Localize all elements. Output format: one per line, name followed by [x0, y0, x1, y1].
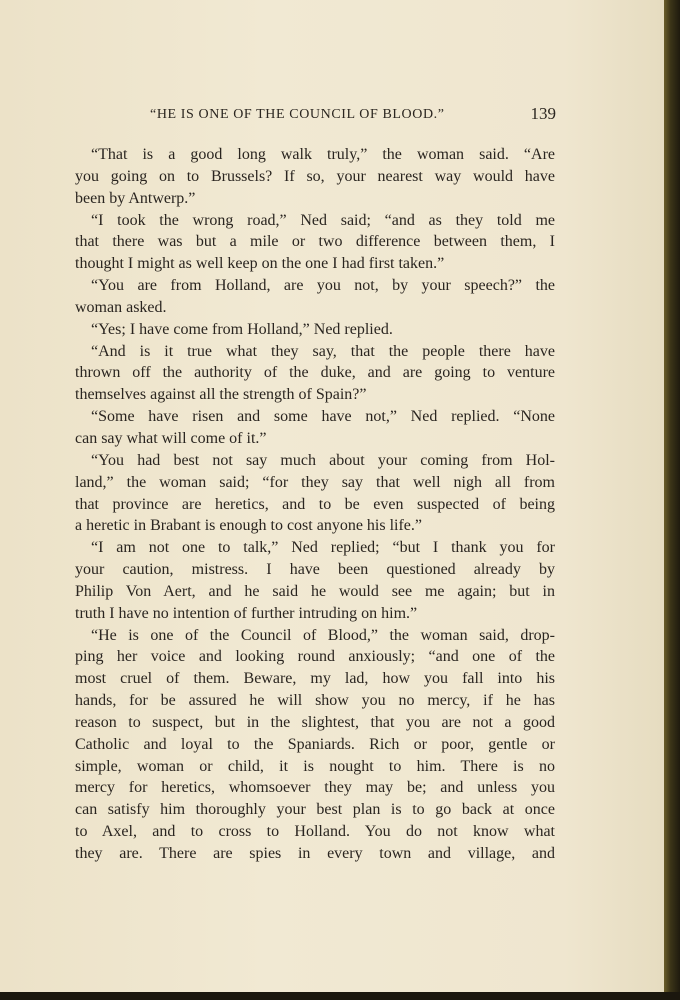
running-title: “HE IS ONE OF THE COUNCIL OF BLOOD.”	[150, 107, 445, 122]
text-line: “He is one of the Council of Blood,” the woman said, drop-	[91, 626, 555, 644]
text-line: simple, woman or child, it is nought to him. There is no	[75, 757, 555, 775]
text-line: “I took the wrong road,” Ned said; “and as they told me	[91, 211, 555, 229]
text-line: that there was but a mile or two difference between them, I	[75, 233, 555, 251]
text-line: you going on to Brussels? If so, your nearest way would have	[75, 167, 555, 185]
text-line: thought I might as well keep on the one I had first taken.”	[75, 255, 445, 273]
text-line: Philip Von Aert, and he said he would see me again; but in	[75, 582, 555, 600]
text-line: thrown off the authority of the duke, and are going to venture	[75, 364, 555, 382]
text-line: can say what will come of it.”	[75, 429, 267, 447]
text-line: been by Antwerp.”	[75, 189, 196, 207]
text-line: to Axel, and to cross to Holland. You do not know what	[75, 823, 555, 841]
text-line: “And is it true what they say, that the people there have	[91, 342, 555, 360]
text-line: most cruel of them. Beware, my lad, how you fall into his	[75, 670, 555, 688]
text-line: reason to suspect, but in the slightest, that you are not a good	[75, 713, 555, 731]
text-line: they are. There are spies in every town and village, and	[75, 845, 555, 862]
book-spine	[664, 0, 680, 1000]
text-line: “You had best not say much about your coming from Hol-	[91, 451, 555, 469]
text-line: truth I have no intention of further intruding on him.”	[75, 604, 418, 622]
text-line: “That is a good long walk truly,” the woman said. “Are	[91, 146, 555, 163]
text-line: themselves against all the strength of Spain?”	[75, 386, 367, 404]
page-bottom-edge	[0, 992, 680, 1000]
text-line: “Some have risen and some have not,” Ned replied. “None	[91, 408, 555, 426]
text-line: mercy for heretics, whomsoever they may be; and unless you	[75, 779, 555, 797]
text-line: “I am not one to talk,” Ned replied; “but I thank you for	[91, 539, 555, 557]
page-number: 139	[530, 104, 556, 123]
text-line: can satisfy him thoroughly your best plan is to go back at once	[75, 801, 555, 819]
text-line: “You are from Holland, are you not, by your speech?” the	[91, 277, 555, 295]
text-line: your caution, mistress. I have been questioned already by	[75, 561, 555, 579]
text-line: ping her voice and looking round anxiously; “and one of the	[75, 648, 555, 666]
body-text	[75, 144, 555, 865]
text-line: that province are heretics, and to be even suspected of being	[75, 495, 555, 513]
text-line: woman asked.	[75, 298, 167, 316]
text-line: “Yes; I have come from Holland,” Ned replied.	[91, 320, 393, 338]
text-line: land,” the woman said; “for they say that well nigh all from	[75, 473, 555, 491]
text-line: a heretic in Brabant is enough to cost anyone his life.”	[75, 517, 423, 535]
text-line: hands, for be assured he will show you no mercy, if he has	[75, 692, 555, 710]
text-line: Catholic and loyal to the Spaniards. Rich or poor, gentle or	[75, 735, 555, 753]
page-header	[150, 104, 556, 128]
